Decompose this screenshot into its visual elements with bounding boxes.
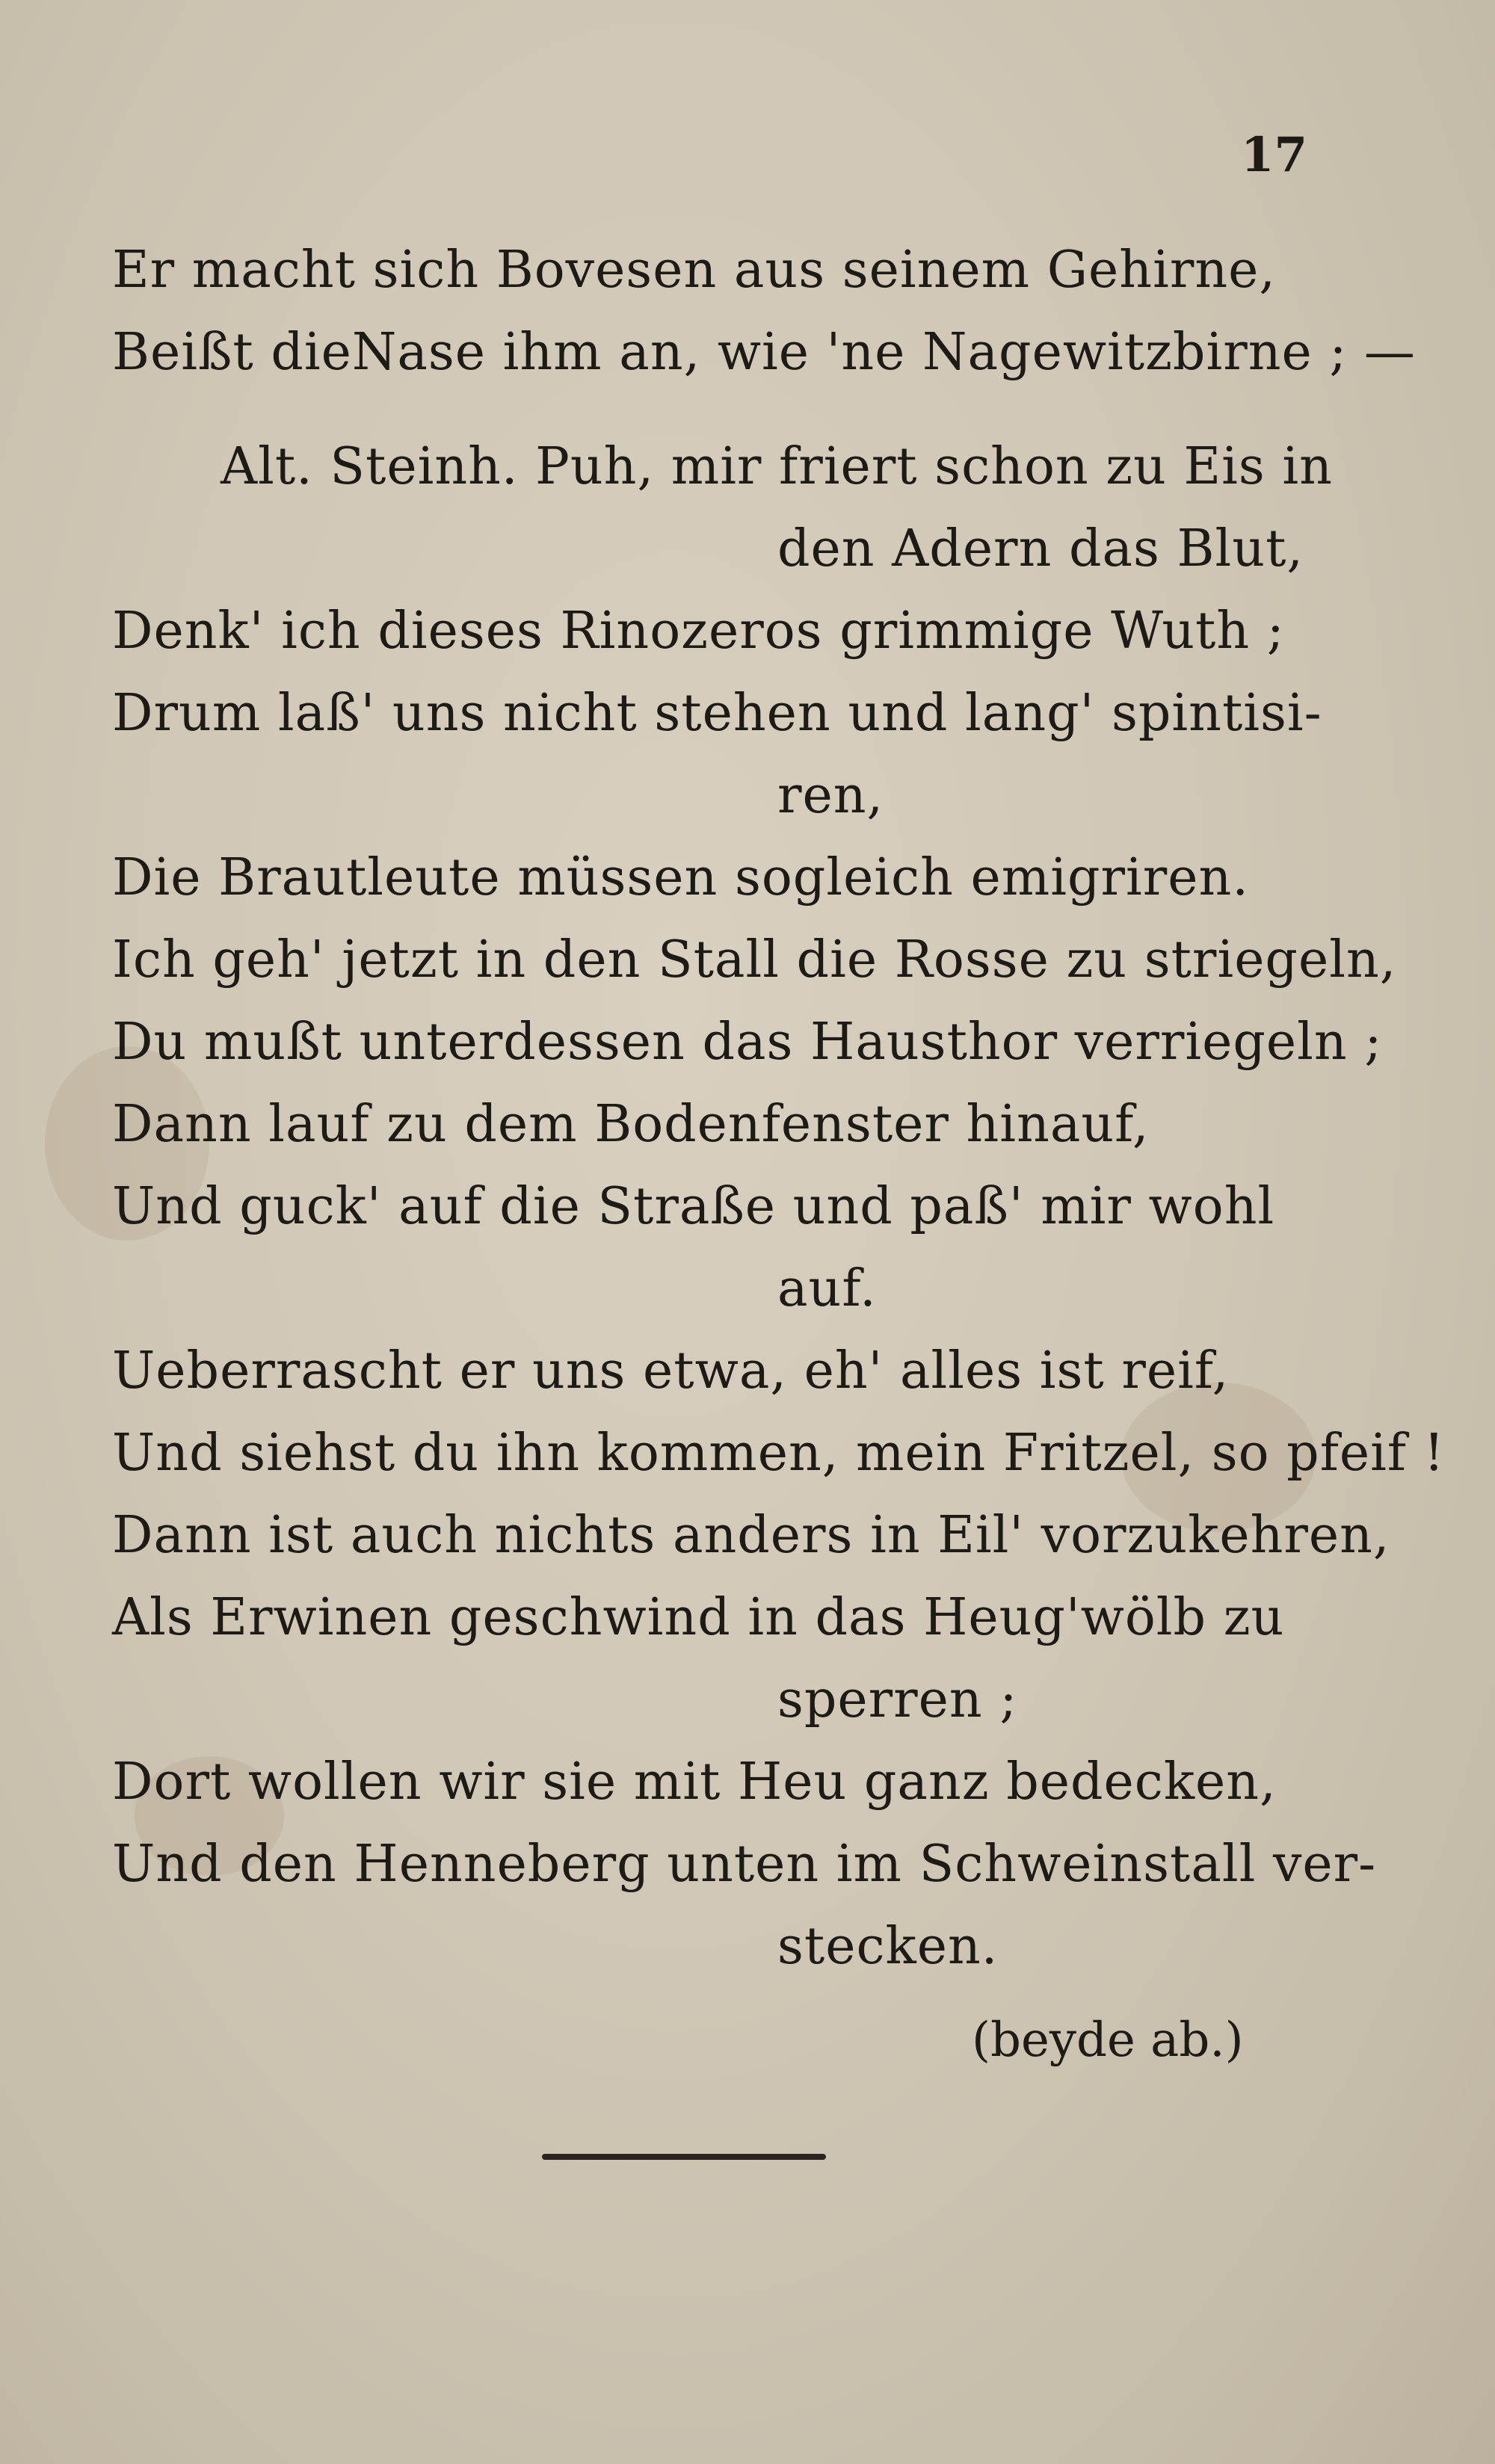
- verse-line: Dann ist auch nichts anders in Eil' vorzukehren,: [112, 1506, 1390, 1565]
- verse-line: Dann lauf zu dem Bodenfenster hinauf,: [112, 1095, 1150, 1154]
- verse-line: Und guck' auf die Straße und paß' mir wohl: [112, 1177, 1275, 1236]
- verse-line: Und den Henneberg unten im Schweinstall ver-: [112, 1835, 1377, 1894]
- verse-continuation: sperren ;: [777, 1670, 1018, 1729]
- verse-line: Als Erwinen geschwind in das Heug'wölb zu: [112, 1588, 1285, 1647]
- verse-continuation: auf.: [777, 1259, 877, 1318]
- verse-continuation: den Adern das Blut,: [777, 519, 1304, 578]
- verse-line: Er macht sich Bovesen aus seinem Gehirne,: [112, 241, 1276, 300]
- verse-continuation: ren,: [777, 766, 884, 825]
- verse-line: Denk' ich dieses Rinozeros grimmige Wuth ;: [112, 602, 1285, 661]
- verse-line: Drum laß' uns nicht stehen und lang' spintisi-: [112, 684, 1322, 743]
- verse-line: Beißt dieNase ihm an, wie 'ne Nagewitzbirne ; —: [112, 323, 1416, 382]
- stage-direction: (beyde ab.): [972, 2013, 1244, 2068]
- verse-line: Und siehst du ihn kommen, mein Fritzel, so pfeif !: [112, 1424, 1445, 1483]
- page-number: 17: [1241, 127, 1308, 183]
- verse-line: Dort wollen wir sie mit Heu ganz bedecken,: [112, 1753, 1277, 1812]
- verse-line: Du mußt unterdessen das Hausthor verriegeln ;: [112, 1013, 1383, 1072]
- speaker-line: Alt. Steinh. Puh, mir friert schon zu Eis in: [221, 437, 1333, 496]
- verse-continuation: stecken.: [777, 1917, 999, 1976]
- verse-line: Die Brautleute müssen sogleich emigriren.: [112, 848, 1249, 907]
- verse-line: Ich geh' jetzt in den Stall die Rosse zu striegeln,: [112, 930, 1397, 989]
- section-divider: [542, 2154, 826, 2160]
- verse-line: Ueberrascht er uns etwa, eh' alles ist reif,: [112, 1341, 1230, 1401]
